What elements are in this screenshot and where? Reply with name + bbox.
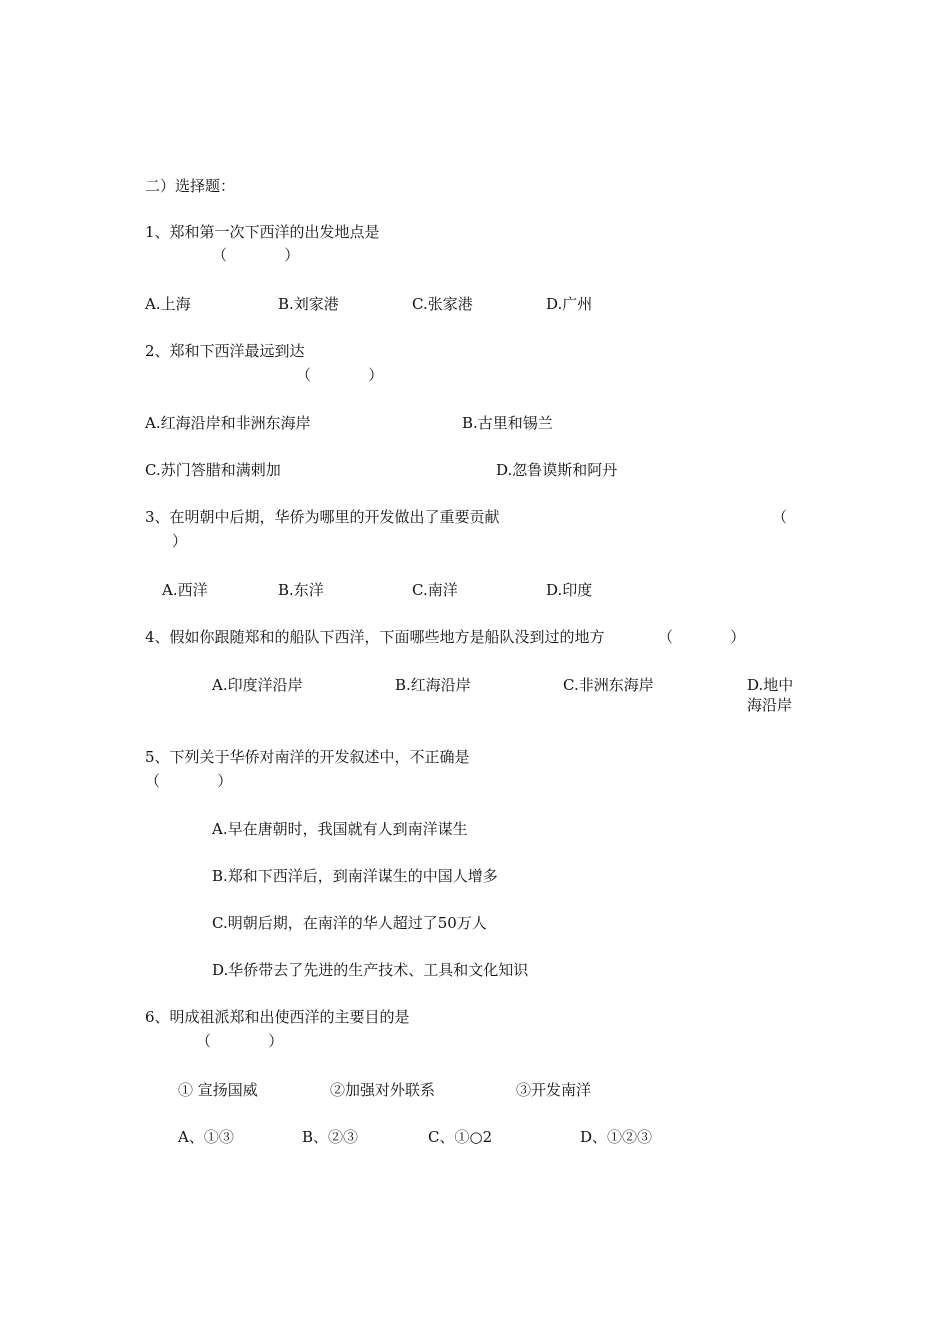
- question-5-option-b: B.郑和下西洋后，到南洋谋生的中国人增多: [212, 867, 498, 885]
- question-2-option-b: B.古里和锡兰: [462, 414, 553, 432]
- question-6-item-2: ②加强对外联系: [330, 1081, 436, 1099]
- question-1-option-d: D.广州: [546, 295, 593, 313]
- question-5-option-a: A.早在唐朝时，我国就有人到南洋谋生: [212, 820, 468, 838]
- question-1-option-b: B.刘家港: [278, 295, 339, 313]
- question-5-answer-bracket: （ ）: [145, 772, 233, 790]
- question-3-bracket-open: （: [772, 508, 788, 526]
- question-3-option-c: C.南洋: [412, 581, 458, 599]
- question-1-stem: 1、郑和第一次下西洋的出发地点是: [145, 223, 380, 241]
- question-4-option-b: B.红海沿岸: [395, 676, 471, 694]
- question-4-option-d: D.地中海沿岸: [747, 676, 794, 714]
- question-6-option-a: A、①③: [178, 1128, 234, 1146]
- question-6-option-d: D、①②③: [580, 1128, 653, 1146]
- question-3-bracket-close: ）: [172, 532, 188, 550]
- question-5-stem: 5、下列关于华侨对南洋的开发叙述中，不正确是: [145, 748, 470, 766]
- question-6-answer-bracket: （ ）: [196, 1032, 284, 1050]
- question-3-option-a: A.西洋: [162, 581, 208, 599]
- question-2-option-c: C.苏门答腊和满剌加: [145, 461, 281, 479]
- question-3-stem: 3、在明朝中后期，华侨为哪里的开发做出了重要贡献: [145, 508, 500, 526]
- question-3-option-b: B.东洋: [278, 581, 324, 599]
- question-6-option-c: C、①○2: [428, 1128, 493, 1146]
- question-3-option-d: D.印度: [546, 581, 593, 599]
- question-5-option-c: C.明朝后期，在南洋的华人超过了50万人: [212, 914, 487, 932]
- question-4-stem: 4、假如你跟随郑和的船队下西洋，下面哪些地方是船队没到过的地方: [145, 628, 605, 646]
- question-2-option-d: D.忽鲁谟斯和阿丹: [496, 461, 618, 479]
- question-6-stem: 6、明成祖派郑和出使西洋的主要目的是: [145, 1008, 410, 1026]
- question-2-option-a: A.红海沿岸和非洲东海岸: [145, 414, 311, 432]
- question-1-answer-bracket: （ ）: [212, 246, 300, 264]
- question-2-stem: 2、郑和下西洋最远到达: [145, 342, 305, 360]
- question-4-option-c: C.非洲东海岸: [563, 676, 654, 694]
- question-4-option-a: A.印度洋沿岸: [212, 676, 303, 694]
- question-4-answer-bracket: （ ）: [658, 628, 746, 646]
- question-1-option-c: C.张家港: [412, 295, 473, 313]
- section-title: 二）选择题：: [145, 177, 236, 195]
- question-6-item-1: ① 宣扬国威: [178, 1081, 258, 1099]
- question-6-item-3: ③开发南洋: [516, 1081, 592, 1099]
- question-6-option-b: B、②③: [302, 1128, 359, 1146]
- question-1-option-a: A.上海: [145, 295, 191, 313]
- question-5-option-d: D.华侨带去了先进的生产技术、工具和文化知识: [212, 961, 529, 979]
- question-2-answer-bracket: （ ）: [296, 366, 384, 384]
